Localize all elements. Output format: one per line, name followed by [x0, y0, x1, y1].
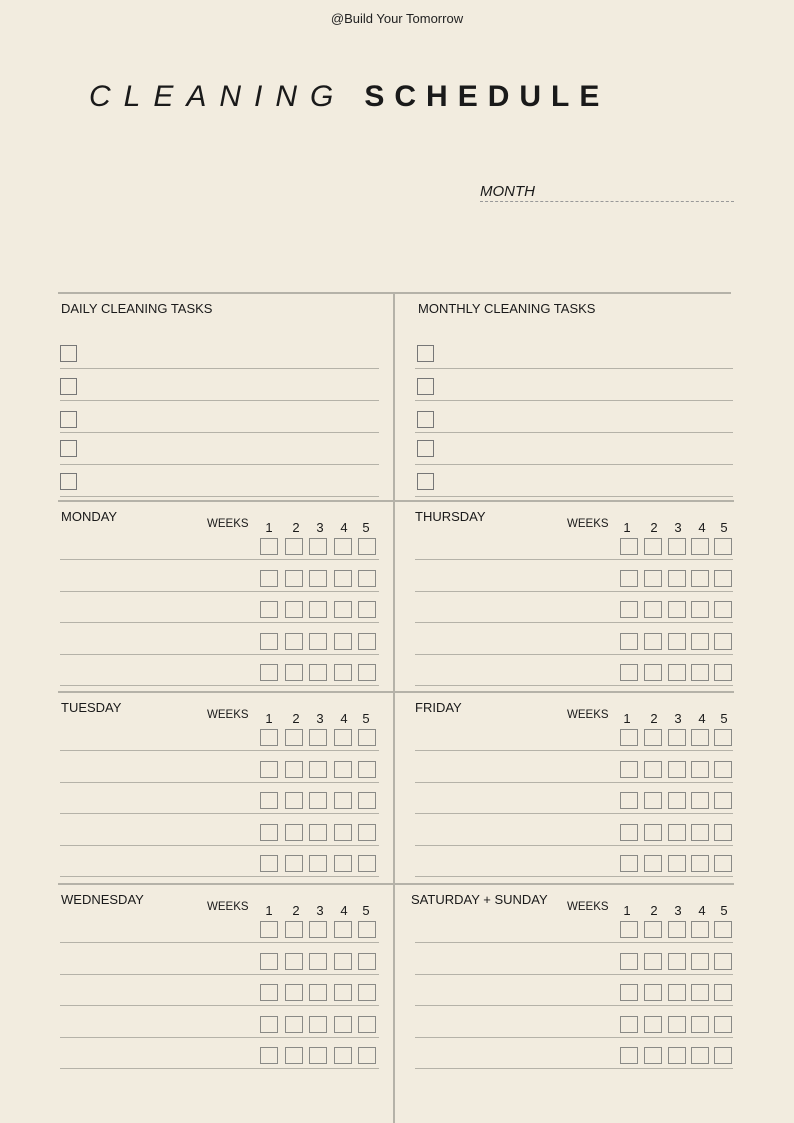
week-checkbox[interactable]: [668, 601, 686, 618]
week-checkbox[interactable]: [668, 953, 686, 970]
week-checkbox[interactable]: [668, 792, 686, 809]
week-checkbox[interactable]: [668, 664, 686, 681]
monthly-task-checkbox[interactable]: [417, 440, 434, 457]
week-checkbox[interactable]: [714, 984, 732, 1001]
week-checkbox[interactable]: [260, 664, 278, 681]
week-checkbox[interactable]: [691, 633, 709, 650]
day-task-line[interactable]: [415, 782, 733, 783]
week-number: 1: [265, 520, 273, 535]
week-checkbox[interactable]: [620, 824, 638, 841]
week-checkbox[interactable]: [358, 761, 376, 778]
day-task-line[interactable]: [60, 685, 379, 686]
weeks-label: WEEKS: [207, 901, 249, 913]
week-checkbox[interactable]: [358, 538, 376, 555]
week-checkbox[interactable]: [334, 953, 352, 970]
week-checkbox[interactable]: [309, 984, 327, 1001]
week-checkbox[interactable]: [691, 729, 709, 746]
center-divider: [393, 292, 395, 1123]
day-task-line[interactable]: [415, 654, 733, 655]
week-checkbox[interactable]: [285, 792, 303, 809]
week-checkbox[interactable]: [285, 633, 303, 650]
day-task-line[interactable]: [415, 591, 733, 592]
week-checkbox[interactable]: [714, 824, 732, 841]
week-checkbox[interactable]: [358, 824, 376, 841]
day-task-line[interactable]: [415, 876, 733, 877]
week-checkbox[interactable]: [668, 729, 686, 746]
week-checkbox[interactable]: [334, 824, 352, 841]
daily-task-checkbox[interactable]: [60, 345, 77, 362]
day-title: MONDAY: [61, 509, 118, 524]
week-checkbox[interactable]: [334, 538, 352, 555]
section-rule-2: [58, 691, 734, 693]
week-checkbox[interactable]: [260, 601, 278, 618]
title-light: CLEANING: [89, 80, 347, 113]
day-task-line[interactable]: [60, 750, 379, 751]
month-input-line[interactable]: [480, 201, 734, 202]
week-checkbox[interactable]: [260, 570, 278, 587]
week-number: 2: [650, 903, 658, 918]
weeks-label: WEEKS: [567, 901, 609, 913]
week-checkbox[interactable]: [691, 664, 709, 681]
week-checkbox[interactable]: [644, 1016, 662, 1033]
week-number: 3: [316, 711, 324, 726]
week-checkbox[interactable]: [358, 570, 376, 587]
monthly-task-checkbox[interactable]: [417, 473, 434, 490]
week-checkbox[interactable]: [285, 984, 303, 1001]
day-task-line[interactable]: [60, 622, 379, 623]
day-task-line[interactable]: [60, 942, 379, 943]
week-checkbox[interactable]: [620, 921, 638, 938]
month-label: MONTH: [480, 183, 535, 200]
week-checkbox[interactable]: [309, 824, 327, 841]
week-checkbox[interactable]: [260, 538, 278, 555]
week-checkbox[interactable]: [691, 1016, 709, 1033]
week-checkbox[interactable]: [620, 729, 638, 746]
day-task-line[interactable]: [415, 750, 733, 751]
day-task-line[interactable]: [415, 845, 733, 846]
week-checkbox[interactable]: [358, 664, 376, 681]
week-checkbox[interactable]: [691, 538, 709, 555]
week-checkbox[interactable]: [309, 921, 327, 938]
week-checkbox[interactable]: [691, 984, 709, 1001]
week-checkbox[interactable]: [309, 761, 327, 778]
week-checkbox[interactable]: [260, 921, 278, 938]
week-checkbox[interactable]: [260, 824, 278, 841]
week-checkbox[interactable]: [285, 664, 303, 681]
daily-task-line[interactable]: [60, 400, 379, 401]
week-checkbox[interactable]: [285, 953, 303, 970]
week-checkbox[interactable]: [668, 855, 686, 872]
week-checkbox[interactable]: [285, 1016, 303, 1033]
week-checkbox[interactable]: [620, 792, 638, 809]
week-checkbox[interactable]: [334, 984, 352, 1001]
week-checkbox[interactable]: [714, 538, 732, 555]
week-checkbox[interactable]: [285, 570, 303, 587]
week-checkbox[interactable]: [620, 601, 638, 618]
week-checkbox[interactable]: [620, 953, 638, 970]
day-task-line[interactable]: [415, 1005, 733, 1006]
week-checkbox[interactable]: [644, 633, 662, 650]
week-number: 4: [340, 520, 348, 535]
week-checkbox[interactable]: [620, 538, 638, 555]
week-checkbox[interactable]: [260, 855, 278, 872]
day-task-line[interactable]: [60, 591, 379, 592]
day-task-line[interactable]: [415, 559, 733, 560]
day-task-line[interactable]: [60, 1068, 379, 1069]
week-checkbox[interactable]: [668, 1016, 686, 1033]
day-task-line[interactable]: [415, 974, 733, 975]
daily-tasks-title: DAILY CLEANING TASKS: [61, 301, 213, 316]
week-checkbox[interactable]: [668, 633, 686, 650]
day-task-line[interactable]: [60, 974, 379, 975]
week-number: 5: [720, 520, 728, 535]
day-task-line[interactable]: [60, 845, 379, 846]
week-checkbox[interactable]: [644, 984, 662, 1001]
page-title: [89, 80, 609, 114]
daily-task-line[interactable]: [60, 368, 379, 369]
week-checkbox[interactable]: [260, 1047, 278, 1064]
day-title: TUESDAY: [61, 700, 122, 715]
week-checkbox[interactable]: [620, 1016, 638, 1033]
day-task-line[interactable]: [60, 782, 379, 783]
week-checkbox[interactable]: [714, 601, 732, 618]
week-number: 4: [340, 711, 348, 726]
week-checkbox[interactable]: [668, 921, 686, 938]
daily-task-line[interactable]: [60, 496, 379, 497]
week-checkbox[interactable]: [668, 984, 686, 1001]
week-checkbox[interactable]: [644, 601, 662, 618]
daily-task-checkbox[interactable]: [60, 411, 77, 428]
daily-task-line[interactable]: [60, 464, 379, 465]
week-checkbox[interactable]: [714, 633, 732, 650]
week-number: 2: [292, 520, 300, 535]
day-task-line[interactable]: [60, 559, 379, 560]
week-checkbox[interactable]: [285, 538, 303, 555]
section-rule-3: [58, 883, 734, 885]
day-title: WEDNESDAY: [61, 892, 144, 907]
week-checkbox[interactable]: [309, 792, 327, 809]
day-title: FRIDAY: [415, 700, 462, 715]
week-checkbox[interactable]: [309, 855, 327, 872]
week-checkbox[interactable]: [358, 792, 376, 809]
week-checkbox[interactable]: [358, 1047, 376, 1064]
week-number: 2: [292, 903, 300, 918]
daily-task-checkbox[interactable]: [60, 440, 77, 457]
week-checkbox[interactable]: [309, 953, 327, 970]
weeks-label: WEEKS: [207, 709, 249, 721]
week-number: 1: [265, 711, 273, 726]
week-number: 2: [292, 711, 300, 726]
day-title: SATURDAY + SUNDAY: [411, 892, 548, 907]
week-checkbox[interactable]: [691, 921, 709, 938]
day-task-line[interactable]: [60, 1005, 379, 1006]
week-checkbox[interactable]: [334, 570, 352, 587]
week-checkbox[interactable]: [644, 953, 662, 970]
week-checkbox[interactable]: [691, 601, 709, 618]
week-checkbox[interactable]: [260, 953, 278, 970]
week-checkbox[interactable]: [620, 1047, 638, 1064]
week-checkbox[interactable]: [309, 664, 327, 681]
week-checkbox[interactable]: [358, 921, 376, 938]
week-checkbox[interactable]: [714, 855, 732, 872]
week-checkbox[interactable]: [285, 761, 303, 778]
week-checkbox[interactable]: [644, 792, 662, 809]
day-title: THURSDAY: [415, 509, 486, 524]
week-checkbox[interactable]: [691, 1047, 709, 1064]
week-checkbox[interactable]: [691, 953, 709, 970]
weeks-label: WEEKS: [567, 709, 609, 721]
week-number: 3: [674, 711, 682, 726]
week-checkbox[interactable]: [668, 1047, 686, 1064]
week-checkbox[interactable]: [309, 633, 327, 650]
week-checkbox[interactable]: [620, 984, 638, 1001]
week-checkbox[interactable]: [668, 538, 686, 555]
monthly-task-line[interactable]: [415, 496, 733, 497]
week-checkbox[interactable]: [358, 601, 376, 618]
week-checkbox[interactable]: [285, 824, 303, 841]
week-number: 3: [674, 520, 682, 535]
week-checkbox[interactable]: [620, 855, 638, 872]
week-number: 1: [623, 711, 631, 726]
week-checkbox[interactable]: [309, 1047, 327, 1064]
week-checkbox[interactable]: [358, 953, 376, 970]
weeks-label: WEEKS: [207, 518, 249, 530]
week-number: 5: [720, 903, 728, 918]
week-checkbox[interactable]: [309, 538, 327, 555]
day-task-line[interactable]: [60, 1037, 379, 1038]
week-checkbox[interactable]: [714, 1047, 732, 1064]
week-number: 3: [316, 903, 324, 918]
week-checkbox[interactable]: [309, 1016, 327, 1033]
week-checkbox[interactable]: [334, 601, 352, 618]
week-checkbox[interactable]: [260, 633, 278, 650]
day-task-line[interactable]: [415, 622, 733, 623]
week-checkbox[interactable]: [334, 921, 352, 938]
week-number: 1: [623, 903, 631, 918]
week-checkbox[interactable]: [620, 570, 638, 587]
week-checkbox[interactable]: [620, 761, 638, 778]
monthly-tasks-title: MONTHLY CLEANING TASKS: [418, 301, 596, 316]
week-number: 4: [698, 711, 706, 726]
day-task-line[interactable]: [415, 1068, 733, 1069]
week-checkbox[interactable]: [334, 633, 352, 650]
week-checkbox[interactable]: [358, 1016, 376, 1033]
brand-handle: @Build Your Tomorrow: [330, 11, 464, 26]
week-checkbox[interactable]: [644, 664, 662, 681]
week-checkbox[interactable]: [620, 664, 638, 681]
week-checkbox[interactable]: [644, 921, 662, 938]
week-checkbox[interactable]: [691, 570, 709, 587]
week-checkbox[interactable]: [644, 1047, 662, 1064]
week-number: 3: [674, 903, 682, 918]
day-task-line[interactable]: [60, 813, 379, 814]
week-checkbox[interactable]: [714, 729, 732, 746]
week-checkbox[interactable]: [358, 633, 376, 650]
day-task-line[interactable]: [415, 1037, 733, 1038]
week-checkbox[interactable]: [668, 824, 686, 841]
week-number: 5: [362, 520, 370, 535]
week-checkbox[interactable]: [714, 953, 732, 970]
week-checkbox[interactable]: [309, 729, 327, 746]
monthly-task-checkbox[interactable]: [417, 411, 434, 428]
week-checkbox[interactable]: [260, 729, 278, 746]
week-checkbox[interactable]: [714, 761, 732, 778]
week-checkbox[interactable]: [260, 792, 278, 809]
week-checkbox[interactable]: [285, 921, 303, 938]
week-checkbox[interactable]: [714, 792, 732, 809]
daily-task-line[interactable]: [60, 432, 379, 433]
week-checkbox[interactable]: [691, 792, 709, 809]
week-checkbox[interactable]: [285, 1047, 303, 1064]
week-number: 5: [720, 711, 728, 726]
day-task-line[interactable]: [415, 942, 733, 943]
week-checkbox[interactable]: [334, 729, 352, 746]
monthly-task-line[interactable]: [415, 368, 733, 369]
top-rule: [58, 292, 731, 294]
section-rule-1: [58, 500, 734, 502]
week-number: 1: [623, 520, 631, 535]
week-checkbox[interactable]: [260, 984, 278, 1001]
week-checkbox[interactable]: [309, 601, 327, 618]
week-checkbox[interactable]: [334, 664, 352, 681]
week-number: 4: [698, 903, 706, 918]
week-checkbox[interactable]: [358, 729, 376, 746]
week-checkbox[interactable]: [668, 570, 686, 587]
week-number: 4: [340, 903, 348, 918]
week-checkbox[interactable]: [644, 570, 662, 587]
week-checkbox[interactable]: [334, 792, 352, 809]
week-checkbox[interactable]: [358, 984, 376, 1001]
daily-task-checkbox[interactable]: [60, 473, 77, 490]
week-number: 5: [362, 711, 370, 726]
week-number: 1: [265, 903, 273, 918]
week-checkbox[interactable]: [691, 824, 709, 841]
week-checkbox[interactable]: [620, 633, 638, 650]
week-number: 5: [362, 903, 370, 918]
weeks-label: WEEKS: [567, 518, 609, 530]
week-checkbox[interactable]: [644, 761, 662, 778]
week-checkbox[interactable]: [285, 855, 303, 872]
day-task-line[interactable]: [415, 685, 733, 686]
week-checkbox[interactable]: [260, 761, 278, 778]
week-number: 3: [316, 520, 324, 535]
week-checkbox[interactable]: [334, 855, 352, 872]
week-checkbox[interactable]: [668, 761, 686, 778]
day-task-line[interactable]: [60, 654, 379, 655]
week-checkbox[interactable]: [714, 664, 732, 681]
day-task-line[interactable]: [60, 876, 379, 877]
week-number: 2: [650, 520, 658, 535]
week-checkbox[interactable]: [285, 601, 303, 618]
title-bold: SCHEDULE: [364, 80, 610, 113]
week-checkbox[interactable]: [691, 761, 709, 778]
week-number: 4: [698, 520, 706, 535]
week-number: 2: [650, 711, 658, 726]
daily-task-checkbox[interactable]: [60, 378, 77, 395]
week-checkbox[interactable]: [714, 1016, 732, 1033]
week-checkbox[interactable]: [644, 729, 662, 746]
monthly-task-line[interactable]: [415, 400, 733, 401]
week-checkbox[interactable]: [334, 761, 352, 778]
monthly-task-line[interactable]: [415, 464, 733, 465]
week-checkbox[interactable]: [714, 570, 732, 587]
monthly-task-line[interactable]: [415, 432, 733, 433]
monthly-task-checkbox[interactable]: [417, 378, 434, 395]
week-checkbox[interactable]: [691, 855, 709, 872]
week-checkbox[interactable]: [285, 729, 303, 746]
week-checkbox[interactable]: [644, 824, 662, 841]
monthly-task-checkbox[interactable]: [417, 345, 434, 362]
day-task-line[interactable]: [415, 813, 733, 814]
week-checkbox[interactable]: [714, 921, 732, 938]
week-checkbox[interactable]: [644, 855, 662, 872]
week-checkbox[interactable]: [334, 1016, 352, 1033]
week-checkbox[interactable]: [260, 1016, 278, 1033]
week-checkbox[interactable]: [358, 855, 376, 872]
week-checkbox[interactable]: [309, 570, 327, 587]
week-checkbox[interactable]: [644, 538, 662, 555]
week-checkbox[interactable]: [334, 1047, 352, 1064]
